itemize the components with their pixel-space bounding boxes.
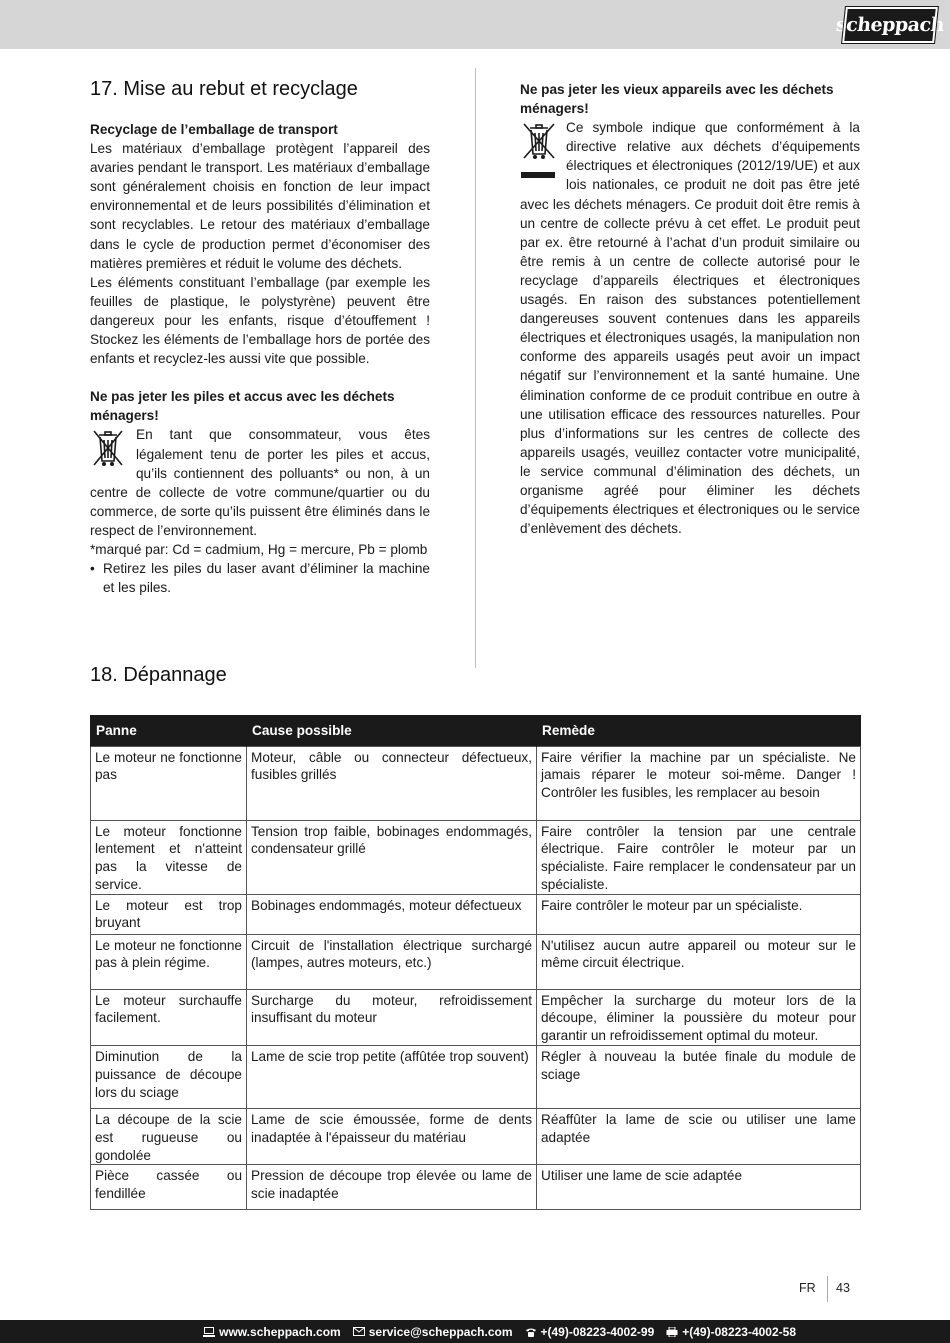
section-18-title: 18. Dépannage (90, 664, 227, 686)
brand-logo: scheppach (842, 7, 938, 43)
website-link[interactable]: www.scheppach.com (219, 1324, 341, 1339)
right-column (520, 80, 860, 538)
cell-remede: Utiliser une lame de scie adaptée (537, 1165, 861, 1210)
top-bar (0, 0, 950, 49)
crossed-bin-icon (90, 427, 130, 471)
cell-cause: Surcharge du moteur, refroidissement insuffisant du moteur (247, 989, 537, 1045)
table-row (91, 934, 861, 989)
left-column (90, 76, 430, 597)
contact-bar (0, 1320, 950, 1343)
computer-icon (203, 1327, 215, 1337)
batteries-bullet-list (90, 559, 430, 597)
table-row (91, 989, 861, 1045)
cell-cause: Bobinages endommagés, moteur défectueux (247, 894, 537, 934)
fax-icon (666, 1327, 678, 1337)
troubleshooting-table (90, 715, 861, 1210)
cell-cause: Lame de scie trop petite (affûtée trop souvent) (247, 1046, 537, 1109)
footer-separator (827, 1276, 828, 1302)
cell-remede: Faire contrôler la tension par une centrale électrique. Faire contrôler le moteur par un spécialiste. Faire remplacer le condensateur par un spécialiste. (537, 820, 861, 894)
cell-panne: Le moteur fonctionne lentement et n'atteint pas la vitesse de service. (91, 820, 247, 894)
cell-remede: Régler à nouveau la butée finale du module de sciage (537, 1046, 861, 1109)
batteries-heading: Ne pas jeter les piles et accus avec les déchets ménagers! (90, 389, 395, 424)
devices-paragraph: Ce symbole indique que conformément à la directive relative aux déchets d’équipements électriques et électroniques (2012/19/UE) et aux lois nationales, ce produit ne doit pas être jeté avec les déchets ménagers. Ce produit doit être remis à un centre de collecte prévu à cet effet. Le produit peut par ex. être retourné à l’achat d’un produit similaire ou être remis à un centre de collecte autorisé pour le recyclage d’appareils électriques et électroniques usagés. En raison des substances potentiellement dangereuses souvent contenues dans les appareils électriques et électroniques usagés, la manipulation non conforme des appareils usagés peut avoir un impact négatif sur l’environnement et la santé humaine. Une élimination conforme de ce produit contribue en outre à une utilisation efficace des ressources naturelles. Pour plus d’informations sur les centres de collecte des appareils usagés, veuillez contacter votre municipalité, le service communal d’élimination des déchets, un organisme agréé pour éliminer les déchets d’équipements électriques et électroniques ou le service d’enlèvement des déchets. (520, 120, 860, 537)
column-header-panne: Panne (91, 715, 247, 746)
cell-remede: Faire vérifier la machine par un spécialiste. Ne jamais réparer le moteur soi-même. Danger ! Contrôler les fusibles, les remplacer au besoin (537, 746, 861, 820)
page-number: 43 (836, 1281, 850, 1295)
fax-item (666, 1325, 796, 1339)
table-row (91, 820, 861, 894)
packaging-paragraph-2: Les éléments constituant l’emballage (par exemple les feuilles de plastique, le polystyrène) peuvent être dangereux pour les enfants, risque d’étouffement ! Stockez les éléments de l’emballage hors de portée des enfants et recyclez-les aussi vite que possible. (90, 274, 430, 367)
devices-heading: Ne pas jeter les vieux appareils avec les déchets ménagers! (520, 82, 834, 117)
packaging-paragraph-1: Les matériaux d’emballage protègent l’appareil des avaries pendant le transport. Les matériaux d’emballage sont généralement choisis en fonction de leur impact environnemental et de leurs possibilités d’élimination et sont recyclables. Le retour des matériaux d’emballage dans le cycle de production permet d’économiser des matières premières et réduit le volume des déchets. (90, 141, 430, 271)
column-header-remede: Remède (537, 715, 861, 746)
cell-cause: Tension trop faible, bobinages endommagés, condensateur grillé (247, 820, 537, 894)
packaging-heading: Recyclage de l’emballage de transport (90, 122, 338, 137)
cell-cause: Pression de découpe trop élevée ou lame de scie inadaptée (247, 1165, 537, 1210)
table-row (91, 746, 861, 820)
table-row (91, 1109, 861, 1165)
cell-remede: Réaffûter la lame de scie ou utiliser une lame adaptée (537, 1109, 861, 1165)
cell-cause: Moteur, câble ou connecteur défectueux, fusibles grillés (247, 746, 537, 820)
batteries-paragraph-2: *marqué par: Cd = cadmium, Hg = mercure, Pb = plomb (90, 541, 428, 557)
column-divider (475, 68, 476, 668)
list-item: • Retirez les piles du laser avant d’éliminer la machine et les piles. (90, 561, 430, 596)
email-link[interactable]: service@scheppach.com (368, 1324, 513, 1339)
footer-language: FR (799, 1281, 816, 1295)
table-row (91, 1046, 861, 1109)
cell-panne: Le moteur est trop bruyant (91, 894, 247, 934)
batteries-paragraph-1: En tant que consommateur, vous êtes légalement tenu de porter les piles et accus, qu’ils contiennent des polluants* ou non, à un centre de collecte de votre commune/quartier ou du commerce, de sorte qu’ils puissent être éliminés dans le respect de l’environnement. (90, 427, 430, 538)
table-row (91, 894, 861, 934)
website-item[interactable] (203, 1325, 341, 1339)
phone-icon (525, 1327, 537, 1337)
email-item[interactable] (353, 1325, 513, 1339)
cell-remede: N'utilisez aucun autre appareil ou moteur sur le même circuit électrique. (537, 934, 861, 989)
cell-remede: Faire contrôler le moteur par un spécialiste. (537, 894, 861, 934)
cell-panne: Le moteur ne fonctionne pas à plein régime. (91, 934, 247, 989)
column-header-cause: Cause possible (247, 715, 537, 746)
table-row (91, 1165, 861, 1210)
fax-number: +(49)-08223-4002-58 (682, 1324, 796, 1339)
cell-cause: Circuit de l'installation électrique surchargé (lampes, autres moteurs, etc.) (247, 934, 537, 989)
cell-panne: Le moteur ne fonctionne pas (91, 746, 247, 820)
cell-panne: Diminution de la puissance de découpe lors du sciage (91, 1046, 247, 1109)
phone-number: +(49)-08223-4002-99 (540, 1324, 655, 1339)
phone-item (525, 1325, 655, 1339)
cell-cause: Lame de scie émoussée, forme de dents inadaptée à l'épaisseur du matériau (247, 1109, 537, 1165)
envelope-icon (353, 1327, 365, 1336)
cell-panne: Le moteur surchauffe facilement. (91, 989, 247, 1045)
cell-panne: La découpe de la scie est rugueuse ou gondolée (91, 1109, 247, 1165)
table-header-row (91, 715, 861, 746)
cell-panne: Pièce cassée ou fendillée (91, 1165, 247, 1210)
crossed-bin-weee-icon (520, 120, 560, 182)
section-17-title: 17. Mise au rebut et recyclage (90, 78, 358, 100)
cell-remede: Empêcher la surcharge du moteur lors de la découpe, éliminer la poussière du moteur pour garantir un refroidissement optimal du moteur. (537, 989, 861, 1045)
